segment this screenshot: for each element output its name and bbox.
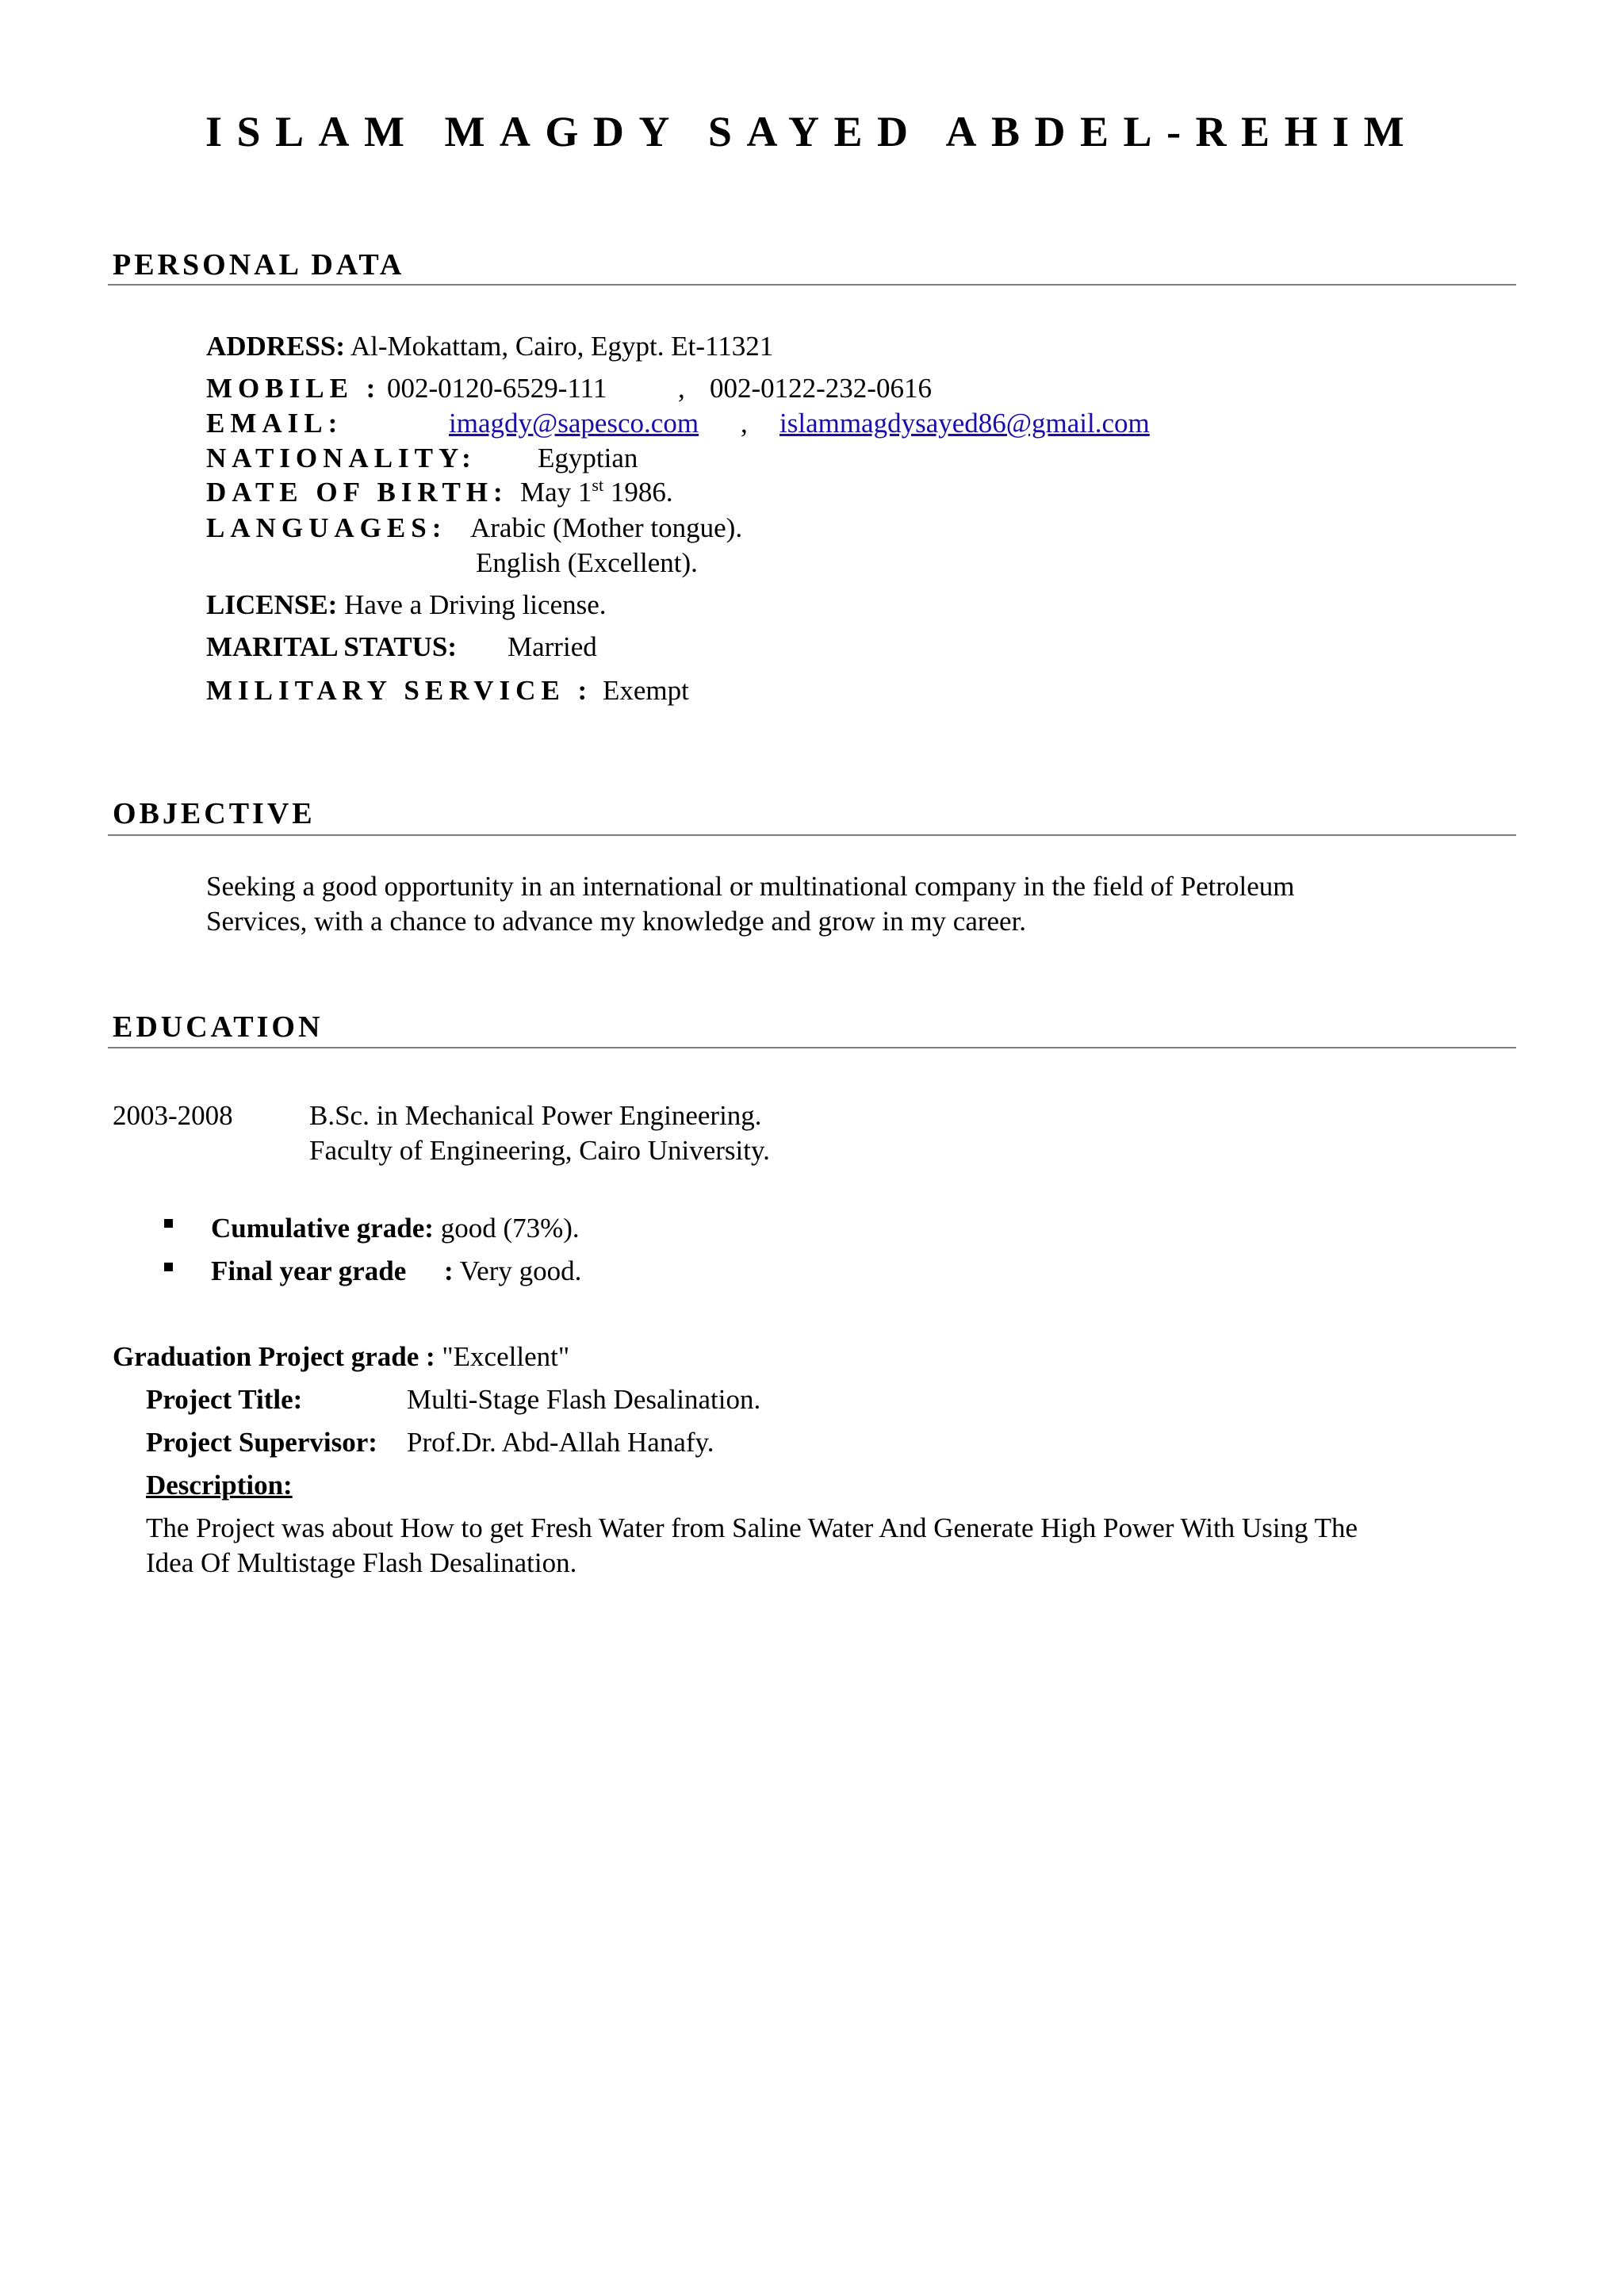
language-arabic: Arabic (Mother tongue). xyxy=(470,512,743,543)
cumulative-grade-row xyxy=(211,1214,580,1242)
cumulative-grade-value: good (73%). xyxy=(440,1213,580,1244)
section-divider xyxy=(108,284,1516,286)
nationality-value: Egyptian xyxy=(538,443,638,473)
email-separator: , xyxy=(741,408,748,439)
nationality-label: NATIONALITY: xyxy=(206,443,477,473)
nationality-row xyxy=(206,444,477,472)
final-year-grade-colon: : xyxy=(444,1255,454,1286)
license-value: Have a Driving license. xyxy=(344,589,607,620)
project-supervisor-value: Prof.Dr. Abd-Allah Hanafy. xyxy=(407,1427,714,1458)
address-row xyxy=(206,332,773,360)
final-year-grade-row xyxy=(444,1257,581,1285)
candidate-name: ISLAM MAGDY SAYED ABDEL-REHIM xyxy=(205,108,1419,155)
cumulative-grade-label: Cumulative grade: xyxy=(211,1213,434,1244)
mobile-separator: , xyxy=(678,373,685,404)
graduation-grade-value: "Excellent" xyxy=(442,1341,570,1372)
final-year-grade-value: Very good. xyxy=(459,1255,582,1286)
email-link-1[interactable]: imagdy@sapesco.com xyxy=(449,408,699,439)
education-degree: B.Sc. in Mechanical Power Engineering. xyxy=(309,1100,762,1131)
description-line-2: Idea Of Multistage Flash Desalination. xyxy=(146,1547,577,1578)
project-title-label: Project Title: xyxy=(146,1384,303,1415)
description-label: Description: xyxy=(146,1470,293,1501)
education-faculty: Faculty of Engineering, Cairo University. xyxy=(309,1135,770,1166)
military-label: MILITARY SERVICE : xyxy=(206,675,593,706)
dob-year: 1986. xyxy=(603,477,673,508)
mobile-row xyxy=(206,374,381,402)
dob-row xyxy=(206,478,508,506)
mobile-number-2: 002-0122-232-0616 xyxy=(710,373,932,404)
address-value: Al-Mokattam, Cairo, Egypt. Et-11321 xyxy=(350,331,774,362)
email-row xyxy=(206,409,343,437)
languages-label: LANGUAGES: xyxy=(206,512,447,543)
dob-value xyxy=(520,475,673,508)
languages-row xyxy=(206,514,446,542)
graduation-grade-row xyxy=(113,1343,569,1370)
email-label: EMAIL: xyxy=(206,408,343,439)
language-english: English (Excellent). xyxy=(476,547,698,578)
dob-suffix: st xyxy=(592,475,604,495)
mobile-number-1: 002-0120-6529-111 xyxy=(387,373,607,404)
address-label: ADDRESS: xyxy=(206,331,346,362)
objective-line-2: Services, with a chance to advance my knowledge and grow in my career. xyxy=(206,906,1027,937)
license-row xyxy=(206,591,607,619)
graduation-grade-label: Graduation Project grade : xyxy=(113,1341,435,1372)
marital-value: Married xyxy=(508,631,597,662)
section-divider xyxy=(108,834,1516,836)
project-supervisor-label: Project Supervisor: xyxy=(146,1427,377,1458)
section-heading-personal-data: PERSONAL DATA xyxy=(113,248,405,282)
marital-label: MARITAL STATUS: xyxy=(206,631,458,662)
military-row xyxy=(206,677,592,704)
marital-row xyxy=(206,633,457,661)
military-value: Exempt xyxy=(603,675,689,706)
section-divider xyxy=(108,1047,1516,1048)
bullet-icon xyxy=(164,1219,173,1228)
description-line-1: The Project was about How to get Fresh Water from Saline Water And Generate High Power With Using The xyxy=(146,1512,1358,1543)
section-heading-objective: OBJECTIVE xyxy=(113,797,316,830)
dob-day: May 1 xyxy=(520,477,592,508)
license-label: LICENSE: xyxy=(206,589,338,620)
objective-line-1: Seeking a good opportunity in an international or multinational company in the field of Petroleum xyxy=(206,871,1295,902)
dob-label: DATE OF BIRTH: xyxy=(206,477,508,508)
bullet-icon xyxy=(164,1263,173,1271)
education-years: 2003-2008 xyxy=(113,1100,233,1131)
final-year-grade-label: Final year grade xyxy=(211,1255,407,1286)
section-heading-education: EDUCATION xyxy=(113,1010,324,1044)
mobile-label: MOBILE : xyxy=(206,373,381,404)
email-link-2[interactable]: islammagdysayed86@gmail.com xyxy=(779,408,1150,439)
project-title-value: Multi-Stage Flash Desalination. xyxy=(407,1384,761,1415)
